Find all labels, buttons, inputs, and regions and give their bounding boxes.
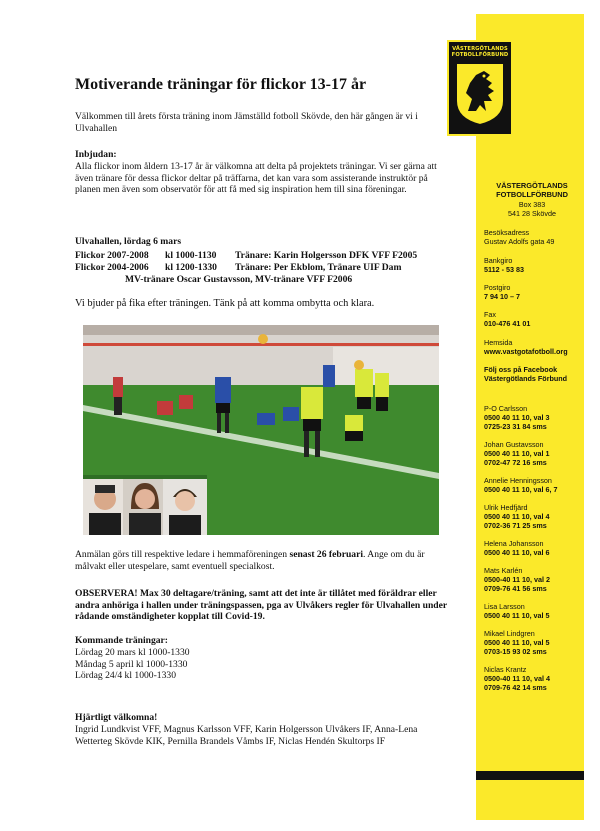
schedule-row: Flickor 2007-2008 kl 1000-1130 Tränare: Karin Holgersson DFK VFF F2005 <box>75 250 418 261</box>
contact-phone[interactable]: 0709-76 41 56 sms <box>484 584 547 593</box>
contact-phone[interactable]: 0500 40 11 10, val 6, 7 <box>484 485 558 494</box>
contact-phone[interactable]: 0500-40 11 10, val 4 <box>484 674 550 683</box>
contact-entry <box>484 476 580 494</box>
invite-heading: Inbjudan: <box>75 149 117 160</box>
sidebar-address: Box 383 541 28 Skövde <box>508 200 556 218</box>
contact-entry <box>484 404 580 431</box>
notice-text: OBSERVERA! Max 30 deltagare/träning, samt att det inte är tillåtet med föräldrar eller andra anhöriga i hallen under träningspassen, pga av Ulvåkers regler för Ulvahallen under rådande omständigheter kopplat till Covid-19. <box>75 588 447 623</box>
vff-logo <box>447 40 513 136</box>
contact-name: P-O Carlsson <box>484 404 528 413</box>
contact-phone[interactable]: 0500 40 11 10, val 5 <box>484 611 550 620</box>
upcoming-item: Lördag 24/4 kl 1000-1330 <box>75 670 176 682</box>
upcoming-list <box>75 647 455 682</box>
contact-entry <box>484 539 580 557</box>
contact-phone[interactable]: 0500 40 11 10, val 6 <box>484 548 550 557</box>
intro-text: Välkommen till årets första träning inom Jämställd fotboll Skövde, den här gången är vi i Ulvahallen <box>75 111 418 134</box>
contact-name: Ulrik Hedfjärd <box>484 503 528 512</box>
schedule-extra: MV-tränare Oscar Gustavsson, MV-tränare VFF F2006 <box>125 274 353 285</box>
upcoming-item: Lördag 20 mars kl 1000-1330 <box>75 647 190 658</box>
logo-text: VÄSTERGÖTLANDS FOTBOLLFÖRBUND <box>451 46 509 58</box>
contact-phone[interactable]: 0500 40 11 10, val 1 <box>484 449 550 458</box>
sidebar-postgiro: Postgiro 7 94 10 – 7 <box>484 283 520 301</box>
contact-entry <box>484 629 580 656</box>
contact-entry <box>484 665 580 692</box>
fika-text: Vi bjuder på fika efter träningen. Tänk på att komma ombytta och klara. <box>75 298 375 309</box>
contact-entry <box>484 602 580 620</box>
contact-phone[interactable]: 0702-47 72 16 sms <box>484 458 547 467</box>
contact-phone[interactable]: 0709-76 42 14 sms <box>484 683 547 692</box>
page-title: Motiverande träningar för flickor 13-17 år <box>75 76 367 93</box>
training-photo <box>83 325 439 535</box>
contact-entry <box>484 440 580 467</box>
upcoming-heading: Kommande träningar: <box>75 635 169 646</box>
contact-phone[interactable]: 0500-40 11 10, val 2 <box>484 575 550 584</box>
sidebar-facebook[interactable]: Följ oss på Facebook Västergötlands Förbund <box>484 365 568 383</box>
contact-phone[interactable]: 0500 40 11 10, val 3 <box>484 413 550 422</box>
contact-phone[interactable]: 0500 40 11 10, val 5 <box>484 638 550 647</box>
sidebar-website[interactable]: Hemsida www.vastgotafotboll.org <box>484 338 568 356</box>
sidebar-fax: Fax 010-476 41 01 <box>484 310 531 328</box>
sidebar-divider-bar <box>476 771 584 780</box>
closing-text: Ingrid Lundkvist VFF, Magnus Karlsson VFF, Karin Holgersson Ulvåkers IF, Anna-Lena Wetterteg Skövde KIK, Pernilla Brandels Våmbs IF, Niclas Hendén Skultorps IF <box>75 724 418 747</box>
coach-portrait <box>163 479 207 535</box>
contact-phone[interactable]: 0702-36 71 25 sms <box>484 521 547 530</box>
contact-name: Johan Gustavsson <box>484 440 544 449</box>
coach-portrait <box>83 479 127 535</box>
contact-phone[interactable]: 0500 40 11 10, val 4 <box>484 512 550 521</box>
invite-text: Alla flickor inom åldern 13-17 år är välkomna att delta på projektets träningar. Vi ser gärna att även tränare för dessa flickor deltar på träffarna, det kan vara som assisterande instruktör på planen men även som observatör för att få med sig inspiration hem till sina föreningar. <box>75 161 437 196</box>
coach-portrait <box>123 479 167 535</box>
contact-name: Mikael Lindgren <box>484 629 535 638</box>
contact-phone[interactable]: 0703-15 93 02 sms <box>484 647 547 656</box>
sidebar-org-name: VÄSTERGÖTLANDS FOTBOLLFÖRBUND <box>496 181 568 199</box>
contact-name: Niclas Krantz <box>484 665 527 674</box>
registration-text: Anmälan görs till respektive ledare i hemmaföreningen senast 26 februari. Ange om du är målvakt eller utespelare, samt eventuell specialkost. <box>75 549 425 572</box>
sidebar-visit-address: Besöksadress Gustav Adolfs gata 49 <box>484 228 555 246</box>
schedule-heading: Ulvahallen, lördag 6 mars <box>75 236 182 247</box>
contact-entry <box>484 566 580 593</box>
contact-entry <box>484 503 580 530</box>
contact-name: Helena Johansson <box>484 539 544 548</box>
contact-name: Annelie Henningsson <box>484 476 552 485</box>
schedule-row: Flickor 2004-2006 kl 1200-1330 Tränare: Per Ekblom, Tränare UIF Dam <box>75 262 402 273</box>
contact-name: Lisa Larsson <box>484 602 525 611</box>
upcoming-item: Måndag 5 april kl 1000-1330 <box>75 658 188 670</box>
contact-phone[interactable]: 0725-23 31 84 sms <box>484 422 547 431</box>
lion-shield-icon <box>454 61 506 127</box>
closing-heading: Hjärtligt välkomna! <box>75 712 158 723</box>
contact-name: Mats Karlén <box>484 566 523 575</box>
sidebar-bankgiro: Bankgiro 5112 - 53 83 <box>484 256 524 274</box>
